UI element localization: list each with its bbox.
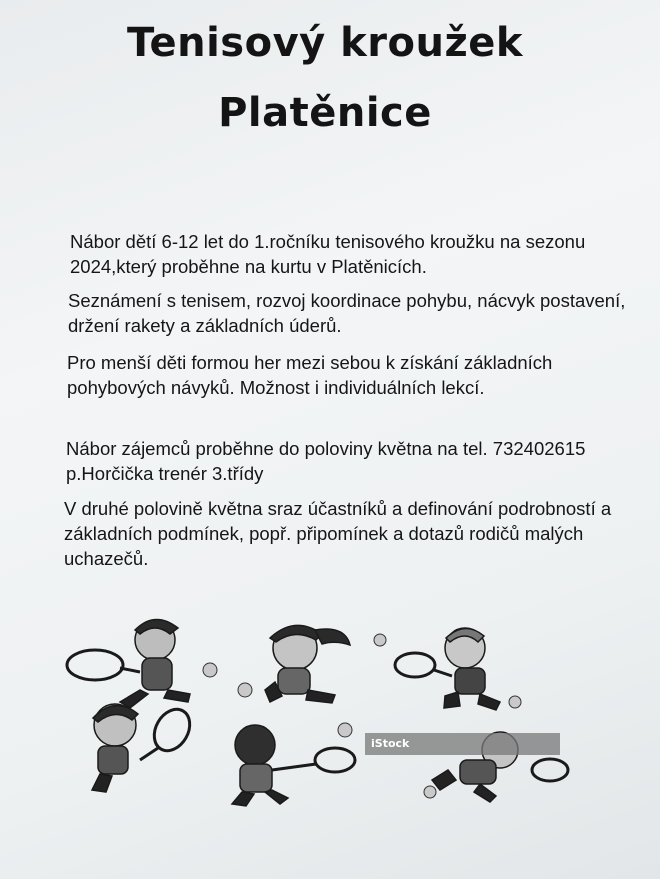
stock-watermark: iStock xyxy=(365,733,560,755)
paragraph-meeting: V druhé polovině května sraz účastníků a definování podrobností a základních podmínek, popř. připomínek a dotazů rodičů malých uchazečů. xyxy=(64,498,612,569)
tennis-kids-illustration xyxy=(60,610,580,810)
paragraph-contact: Nábor zájemců proběhne do poloviny května na tel. 732402615 p.Horčička trenér 3.třídy xyxy=(66,438,586,484)
kid-player-icon xyxy=(232,725,355,806)
kid-player-icon xyxy=(92,703,197,792)
tennis-ball-icon xyxy=(338,723,352,737)
kid-player-icon xyxy=(395,628,500,710)
tennis-racket-icon xyxy=(395,653,435,677)
tennis-ball-icon xyxy=(374,634,386,646)
paragraph-intro-tennis: Seznámení s tenisem, rozvoj koordinace pohybu, nácvyk postavení, držení rakety a základních úderů. xyxy=(68,290,626,336)
tennis-ball-icon xyxy=(424,786,436,798)
paragraph-recruitment: Nábor dětí 6-12 let do 1.ročníku tenisového kroužku na sezonu 2024,který proběhne na kurtu v Platěnicích. xyxy=(70,231,586,277)
tennis-ball-icon xyxy=(238,683,252,697)
kid-player-icon xyxy=(67,619,190,708)
tennis-racket-icon xyxy=(532,759,568,781)
kid-player-icon xyxy=(265,625,350,703)
tennis-ball-icon xyxy=(509,696,521,708)
title-line-2: Platěnice xyxy=(218,90,432,136)
paragraph-younger-children: Pro menší děti formou her mezi sebou k získání základních pohybových návyků. Možnost i individuálních lekcí. xyxy=(67,352,553,398)
tennis-racket-icon xyxy=(315,748,355,772)
title-line-1: Tenisový kroužek xyxy=(127,20,523,66)
tennis-ball-icon xyxy=(203,663,217,677)
tennis-racket-icon xyxy=(67,650,123,680)
